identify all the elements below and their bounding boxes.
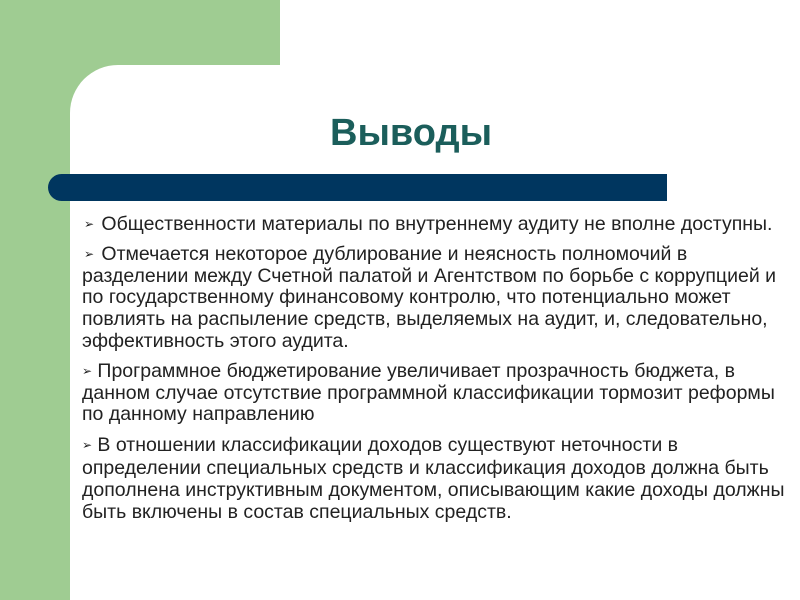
slide-title: Выводы (330, 112, 493, 154)
title-underline-bar (48, 174, 667, 201)
bullet-item (82, 244, 794, 353)
bullet-text: Отмечается некоторое дублирование и неясность полномочий в разделении между Счетной палатой и Агентством по борьбе с коррупцией и по государственному финансовому контролю, что потенциально может повлиять на распыление средств, выделяемых на аудит, и, следовательно, эффективность этого аудита. (82, 242, 777, 352)
arrow-bullet-icon: ➢ (82, 438, 93, 453)
arrow-bullet-icon: ➢ (83, 246, 95, 261)
arrow-bullet-icon: ➢ (83, 217, 95, 231)
bullet-text: Программное бюджетирование увеличивает прозрачность бюджета, в данном случае отсутствие программной классификации тормозит реформы по данному направлению (82, 359, 775, 426)
bullet-text: В отношении классификации доходов существуют неточности в определении специальных средств и классификация доходов должна быть дополнена инструктивным документом, описывающим какие доходы должны быть включены в состав специальных средств. (82, 434, 785, 524)
bullet-item (82, 361, 794, 426)
bullet-item (82, 214, 794, 236)
bullet-text: Общественности материалы по внутреннему аудиту не вполне доступны. (101, 213, 773, 235)
bullet-list (82, 214, 794, 532)
arrow-bullet-icon: ➢ (82, 363, 93, 378)
bullet-item (82, 434, 794, 524)
